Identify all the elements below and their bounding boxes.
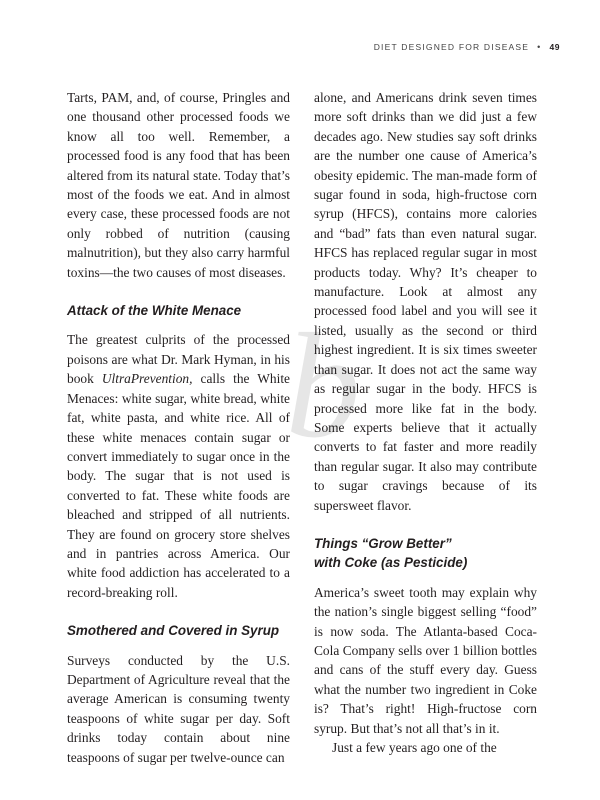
left-column	[67, 88, 290, 767]
right-paragraph-2: America’s sweet tooth may explain why the nation’s single biggest selling “food” is now soda. The Atlanta-based Coca-Cola Company sells over 1 billion bottles and cans of the stuff every day. Guess what the number two ingredient in Coke is? That’s right! High-fructose corn syrup. But that’s not all that’s in it.	[314, 584, 537, 736]
left-paragraph-3: Surveys conducted by the U.S. Department of Agriculture reveal that the average American is consuming twenty teaspoons of white sugar per day. Soft drinks today contain about nine teaspoons of sugar per twelve-ounce can	[67, 652, 290, 765]
right-paragraph-1: alone, and Americans drink seven times more soft drinks than we did just a few decades ago. New studies say soft drinks are the number one cause of America’s obesity epidemic. The man-made form of sugar found in soda, high-fructose corn syrup (HFCS), contains more calories and “bad” fats than even natural sugar. HFCS has replaced regular sugar in most products today. Why? It’s cheaper to manufacture. Look at almost any processed food label and you will see it listed, usually as the second or third highest ingredient. It is six times sweeter than sugar. It does not act the same way as regular sugar in the body. HFCS is processed more like fat in the body. Some experts believe that it actually converts to fat faster and more readily than regular sugar. It also may contribute to sugar cravings because of its supersweet flavor.	[314, 90, 537, 513]
right-column	[314, 88, 537, 757]
paragraph-text-before-book: The greatest culprits of the processed poisons are what Dr. Mark Hyman, in his book	[67, 332, 290, 387]
heading-line-1: Things “Grow Better”	[314, 535, 452, 551]
heading-things-grow-better	[314, 534, 537, 573]
heading-smothered-and-covered-in-syrup: Smothered and Covered in Syrup	[67, 623, 280, 639]
watermark-glyph: b	[285, 303, 361, 469]
paragraph-text-after-book: calls the White Menaces: white sugar, white bread, white fat, white pasta, and white rice. All of these white menaces contain sugar or convert immediately to sugar once in the body. The sugar that is not used is converted to fat. These white foods are bleached and stripped of all nutrients. They are found on grocery store shelves and in pantries across America. Our white food addiction has accelerated to a record-breaking roll.	[67, 371, 290, 600]
left-paragraph-1: Tarts, PAM, and, of course, Pringles and one thousand other processed foods we know all too well. Remember, a processed food is any food that has been altered from its natural state. Today that’s most of the foods we eat. And in almost every case, these processed foods are not only robbed of nutrition (causing malnutrition), but they also carry harmful toxins—the two causes of most diseases.	[67, 90, 290, 280]
section-title: DIET DESIGNED FOR DISEASE	[373, 42, 530, 52]
heading-attack-of-the-white-menace: Attack of the White Menace	[67, 303, 242, 319]
page-number: 49	[549, 42, 560, 52]
heading-line-2: with Coke (as Pesticide)	[314, 555, 468, 571]
book-title: UltraPrevention,	[101, 371, 193, 387]
right-paragraph-3: Just a few years ago one of the	[332, 740, 497, 755]
bullet-separator: •	[537, 42, 542, 52]
left-paragraph-2	[67, 330, 290, 602]
running-head	[374, 40, 560, 54]
